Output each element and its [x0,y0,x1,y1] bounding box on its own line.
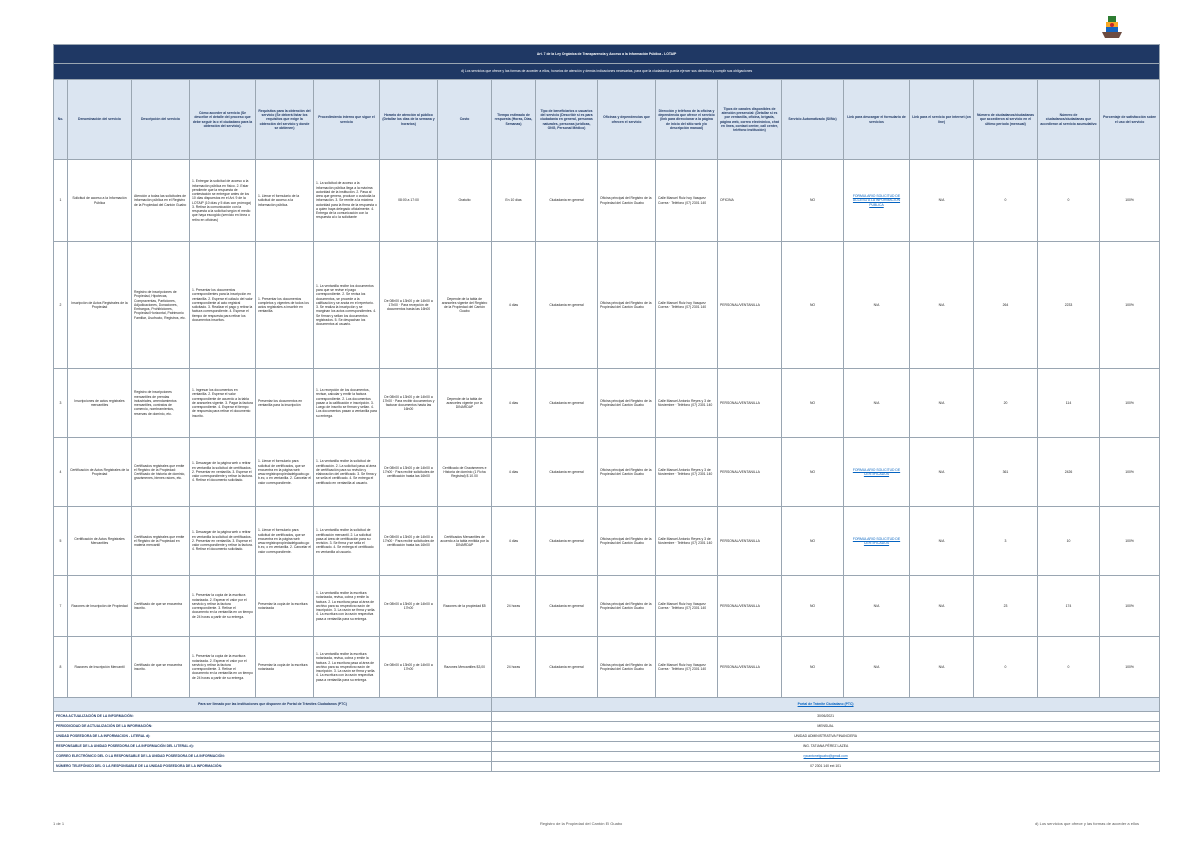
service-automated: NO [782,369,844,438]
service-hours: De 08h00 a 13h00 y de 14h00 a 17h00 [380,576,438,637]
service-name: Solicitud de acceso a la Información Pública [68,160,132,242]
service-address: Calle Manuel Ruiz hoy Vasquez Correa · Teléfono (07) 2301 140 [656,576,718,637]
meta-label: NÚMERO TELEFÓNICO DEL O LA RESPONSABLE DE LA UNIDAD POSEEDORA DE LA INFORMACIÓN: [54,762,492,772]
service-access: 1. Descargar de la página web o retirar en ventanilla la solicitud de certificados. 2. Presentar en ventanilla. 3. Esperar el valor correspondiente y retirar la factura. 4. Retirar el documento solicitado. [190,438,256,507]
service-response-time: 4 días [492,369,536,438]
col-header: Costo [438,80,492,160]
institution-crest-icon [1099,14,1125,40]
table-row [54,438,1160,507]
responsible-phone: 07 2301 140 ext 101 [492,762,1160,772]
service-address: Calle Manuel Ruiz hoy Vasquez Correa · Teléfono (07) 2301 140 [656,637,718,698]
footer-institution: Registro de la Propiedad del Cantón El Guabo [540,821,623,826]
service-access: 1. Presentar los documentos correspondientes para la inscripción en ventanilla. 2. Esperar el cálculo del valor correspondiente al acto registral solicitado. 3. Realizar el pago y retirar la factura correspondiente. 4. Esperar el tiempo de respuesta para retirar los documentos inscritos. [190,242,256,369]
col-header: No. [54,80,68,160]
service-monthly-count: 264 [974,242,1038,369]
service-name: Razones de Inscripción Mercantil [68,637,132,698]
service-access: 1. Presentar la copia de la escritura notarizada. 2. Esperar el valor por el servicio y retirar la factura correspondiente. 3. Retirar el documento en la ventanilla en un tiempo de 24 horas a partir de su entrega. [190,576,256,637]
table-row [54,160,1160,242]
row-number: 7 [54,576,68,637]
service-office: Oficina principal del Registro de la Propiedad del Cantón Guabo [598,576,656,637]
service-address: Calle Manuel Antonio Reyes y 3 de Noviembre · Teléfono (07) 2301 140 [656,369,718,438]
service-beneficiaries: Ciudadanía en general [536,160,598,242]
service-cumulative-count: 114 [1038,369,1100,438]
service-online-link: N/A [910,438,974,507]
service-office: Oficina principal del Registro de la Propiedad del Cantón Guabo [598,242,656,369]
col-header: Oficinas y dependencias que ofrecen el servicio [598,80,656,160]
service-monthly-count: 3 [974,507,1038,576]
service-online-link: N/A [910,507,974,576]
meta-row [54,742,1160,752]
service-description: Atención a todas las solicitudes de información pública en el Registro de la Propiedad del Cantón Guabo [132,160,190,242]
service-satisfaction: 100% [1100,160,1160,242]
service-satisfaction: 100% [1100,637,1160,698]
service-address: Calle Manuel Ruiz hoy Vasquez Correa · Teléfono (07) 2301 140 [656,242,718,369]
col-header: Dirección y teléfono de la oficina y dependencia que ofrece el servicio (link para direccionar a la página de inicio del sitio web y/o descripción manual) [656,80,718,160]
service-monthly-count: 23 [974,576,1038,637]
service-cost: Depende de la tabla de aranceles vigente por la DINARDAP [438,369,492,438]
service-name: Certificación de Actos Registrales Mercantiles [68,507,132,576]
service-monthly-count: 20 [974,369,1038,438]
service-channel: PERSONAL/VENTANILLA [718,507,782,576]
service-channel: PERSONAL/VENTANILLA [718,369,782,438]
service-beneficiaries: Ciudadanía en general [536,637,598,698]
service-requirements: 1. Llenar el formulario para solicitud de certificados, que se encuentra en la página web www.registropropiedadelguabo.gob.ec, o en ventanilla. 2. Cancelar el valor correspondiente. [256,438,314,507]
row-number: 1 [54,160,68,242]
service-access: 1. Entregar la solicitud de acceso a la información pública en físico. 2. Estar pendiente que la respuesta de contestación se entregue antes de los 10 días dispuestos en el Art. 9 de la LOTAIP (10 días y 5 días con prórroga) 3. Retirar la comunicación con la respuesta a la solicitud según el medio que haya escogido (servicio en línea o retiro en oficinas) [190,160,256,242]
service-office: Oficina principal del Registro de la Propiedad del Cantón Guabo [598,507,656,576]
services-table [53,44,1160,772]
meta-row [54,762,1160,772]
service-cumulative-count: 2233 [1038,242,1100,369]
service-automated: NO [782,160,844,242]
service-channel: PERSONAL/VENTANILLA [718,576,782,637]
service-online-link: N/A [910,576,974,637]
service-procedure: 1. La ventanilla recibe la solicitud de certificación mercantil. 2. La solicitud pasa al área de certificación para su revisión. 3. Se firma y se sella el certificado. 4. Se entrega el certificado en ventanilla al usuario. [314,507,380,576]
service-form-link[interactable]: FORMULARIO SOLICITUD DE ACCESO A LA INFORMACION PUBLICA [844,160,910,242]
service-beneficiaries: Ciudadanía en general [536,369,598,438]
service-online-link: N/A [910,637,974,698]
service-name: Inscripción de Actos Registrales de la Propiedad [68,242,132,369]
col-header: Número de ciudadanos/ciudadanas que accedieron al servicio acumulativo [1038,80,1100,160]
table-row [54,576,1160,637]
col-header: Procedimiento interno que sigue el servicio [314,80,380,160]
service-requirements: 1. Presentar los documentos completos y vigentes de todos los actos registrales a inscribir en ventanilla. [256,242,314,369]
service-cumulative-count: 174 [1038,576,1100,637]
col-header: Horario de atención al público (Detallar los días de la semana y horarios) [380,80,438,160]
col-header: Servicio Automatizado (Si/No) [782,80,844,160]
service-monthly-count: 361 [974,438,1038,507]
service-cumulative-count: 2426 [1038,438,1100,507]
service-procedure: 1. La solicitud de acceso a la información pública llega a la máxima autoridad de la institución. 2. Pasa al área que genera, produce o custodia la información. 3. Se remite a la máxima autoridad para la firma de la respuesta o a quien haya delegado oficialmente. 4. Entrega de la comunicación con la respuesta al o la solicitante [314,160,380,242]
service-access: 1. Descargar de la página web o retirar en ventanilla la solicitud de certificados. 2. Presentar en ventanilla. 3. Esperar el valor correspondiente y retirar la factura. 4. Retirar el documento solicitado. [190,507,256,576]
service-channel: PERSONAL/VENTANILLA [718,637,782,698]
service-procedure: 1. La recepción de los documentos, revisar, calcular y emitir la factura correspondiente. 2. Los documentos pasan a la calificación e inscripción. 3. Luego de inscrito se firman y sellan. 4. Los documentos pasan a ventanilla para su entrega. [314,369,380,438]
service-beneficiaries: Ciudadanía en general [536,242,598,369]
col-header: Número de ciudadanos/ciudadanas que accedieron al servicio en el último período (mensual) [974,80,1038,160]
meta-row [54,732,1160,742]
literal-d-subtitle: d) Los servicios que ofrece y las formas de acceder a ellos, horarios de atención y demás indicaciones necesarias, para que la ciudadanía pueda ejercer sus derechos y cumplir sus obligaciones [54,64,1160,80]
row-number: 4 [54,438,68,507]
service-automated: NO [782,438,844,507]
service-hours: 08:00 a 17:00 [380,160,438,242]
service-beneficiaries: Ciudadanía en general [536,576,598,637]
service-cumulative-count: 0 [1038,637,1100,698]
service-response-time: 4 días [492,507,536,576]
service-channel: PERSONAL/VENTANILLA [718,438,782,507]
service-cost: Gratuito [438,160,492,242]
service-cumulative-count: 0 [1038,160,1100,242]
service-form-link: N/A [844,369,910,438]
meta-row [54,752,1160,762]
col-header: Cómo acceder al servicio (Se describe el detalle del proceso que debe seguir la o el ciudadano para la obtención del servicio). [190,80,256,160]
col-header: Tipo de beneficiarios o usuarios del servicio (Describir si es para ciudadanía en general, personas naturales, personas jurídicas, ONG, Personal Médico) [536,80,598,160]
service-online-link: N/A [910,160,974,242]
service-name: Razones de Inscripción de Propiedad [68,576,132,637]
meta-row [54,722,1160,732]
service-cost: Certificado de Gravámenes e Historia de dominio (1 Ficha Registral) $ 10.00 [438,438,492,507]
service-satisfaction: 100% [1100,438,1160,507]
table-row [54,242,1160,369]
service-response-time: 4 días [492,438,536,507]
owning-unit: UNIDAD ADMINISTRATIVA FINANCIERA [492,732,1160,742]
ptc-label: Para ser llenado por las instituciones que disponen de Portal de Trámites Ciudadanos (PTC) [54,698,492,712]
meta-label: FECHA ACTUALIZACIÓN DE LA INFORMACIÓN: [54,712,492,722]
page-number: 1 de 1 [53,821,65,826]
service-access: 1. Ingresar los documentos en ventanilla. 2. Esperar el valor correspondiente de acuerdo a la tabla de aranceles vigente. 3. Pagar la factura correspondiente. 4. Esperar el tiempo de respuesta para retirar el documento inscrito. [190,369,256,438]
service-cost: Razones Mercantiles $3,00 [438,637,492,698]
responsible-person: ING. TATIANA PÉREZ LAZEA [492,742,1160,752]
ptc-link[interactable]: Portal de Trámite Ciudadano (PTC) [797,702,854,707]
service-requirements: 1. Llenar el formulario de la solicitud de acceso a la información pública. [256,160,314,242]
row-number: 3 [54,369,68,438]
update-date: 30/06/2021 [492,712,1160,722]
service-procedure: 1. La ventanilla recibe la escritura notarizada, revisa, cobra y emite la factura. 2. La escritura pasa al área de archivo para su respectiva razón de inscripción. 3. La razón se firma y sella. 4. La escritura con la razón respectiva pasa a ventanilla para su entrega. [314,576,380,637]
service-automated: NO [782,507,844,576]
service-form-link: N/A [844,637,910,698]
responsible-email-link[interactable]: rpcantonelguabo@gmail.com [803,754,848,759]
service-cumulative-count: 10 [1038,507,1100,576]
service-office: Oficina principal del Registro de la Propiedad del Cantón Guabo [598,369,656,438]
col-header: Porcentaje de satisfacción sobre el uso del servicio [1100,80,1160,160]
service-beneficiaries: Ciudadanía en general [536,438,598,507]
col-header: Tiempo estimado de respuesta (Horas, Días, Semanas) [492,80,536,160]
service-procedure: 1. La ventanilla recibe la escritura notarizada, revisa, cobra y emite la factura. 2. La escritura pasa al área de archivo para su respectiva razón de inscripción. 3. La razón se firma y sella. 4. La escritura con la razón respectiva pasa a ventanilla para su entrega. [314,637,380,698]
service-name: Inscripciones de actos registrales mercantiles [68,369,132,438]
service-automated: NO [782,576,844,637]
service-requirements: Presentar los documentos en ventanilla para la inscripción [256,369,314,438]
service-office: Oficina principal del Registro de la Propiedad del Cantón Guabo [598,160,656,242]
service-response-time: 4 días [492,242,536,369]
service-response-time: En 10 días [492,160,536,242]
service-online-link: N/A [910,242,974,369]
col-header: Tipos de canales disponibles de atención presencial: (Detallar si es por ventanilla, oficina, brigada, página web, correo electrónico, chat en línea, contact center, call center, teléfono institución) [718,80,782,160]
service-name: Certificación de Actos Registrales de la Propiedad [68,438,132,507]
service-satisfaction: 100% [1100,242,1160,369]
col-header: Link para el servicio por internet (on line) [910,80,974,160]
service-monthly-count: 0 [974,637,1038,698]
service-hours: De 08h00 a 13h00 y de 14h00 a 17h00 · Para recepción de documentos hasta las 16h00 [380,242,438,369]
meta-label: PERIODICIDAD DE ACTUALIZACIÓN DE LA INFORMACIÓN: [54,722,492,732]
service-monthly-count: 0 [974,160,1038,242]
service-form-link: N/A [844,242,910,369]
service-description: Certificado de que se encuentra inscrito. [132,637,190,698]
service-procedure: 1. La ventanilla recibe los documentos para que se revise el pago correspondiente. 2. Se revisa los documentos, se procede a la calificación y se anota en el repertorio. 3. Se realiza la inscripción y se marginan los actos correspondientes. 4. Se firman y sellan los documentos registrados. 5. Se despachan los documentos al usuario. [314,242,380,369]
service-requirements: Presentar la copia de la escritura notarizada [256,637,314,698]
service-hours: De 08h00 a 13h00 y de 14h00 a 17h00 · Para recibir solicitudes de certificación hasta las 16h00 [380,438,438,507]
service-form-link[interactable]: FORMULARIO SOLICITUD DE CERTIFICADOS [844,438,910,507]
service-cost: Razones de la propiedad $5 [438,576,492,637]
service-online-link: N/A [910,369,974,438]
ptc-row [54,698,1160,712]
row-number: 5 [54,507,68,576]
service-form-link: N/A [844,576,910,637]
service-description: Registro de inscripciones de Propiedad, Hipotecas, Compraventas, Particiones, Adjudicaciones, Donaciones, Embargos, Prohibiciones, Propiedad Horizontal, Patrimonio Familiar, Usufructo, Registros, etc. [132,242,190,369]
meta-label: RESPONSABLE DE LA UNIDAD POSEEDORA DE LA INFORMACIÓN DEL LITERAL d): [54,742,492,752]
lotaip-sheet [53,44,1157,772]
col-header: Descripción del servicio [132,80,190,160]
service-description: Certificados registrales que emite el Registro de la Propiedad en materia mercantil [132,507,190,576]
service-automated: NO [782,637,844,698]
row-number: 2 [54,242,68,369]
col-header: Link para descargar el formulario de servicios [844,80,910,160]
service-channel: OFICINA [718,160,782,242]
footer-literal: d) Los servicios que ofrece y las formas de acceder a ellos [1034,821,1139,826]
service-satisfaction: 100% [1100,369,1160,438]
col-header: Denominación del servicio [68,80,132,160]
service-satisfaction: 100% [1100,507,1160,576]
update-frequency: MENSUAL [492,722,1160,732]
service-beneficiaries: Ciudadanía en general [536,507,598,576]
service-access: 1. Presentar la copia de la escritura notarizada. 2. Esperar el valor por el servicio y retirar la factura correspondiente. 3. Retirar el documento en la ventanilla en un tiempo de 24 horas a partir de su entrega. [190,637,256,698]
service-address: Calle Manuel Antonio Reyes y 3 de Noviembre · Teléfono (07) 2301 140 [656,438,718,507]
table-row [54,369,1160,438]
service-cost: Depende de la tabla de aranceles vigente del Registro de la Propiedad del Cantón Guabo [438,242,492,369]
service-satisfaction: 100% [1100,576,1160,637]
service-form-link[interactable]: FORMULARIO SOLICITUD DE CERTIFICADOS [844,507,910,576]
meta-label: UNIDAD POSEEDORA DE LA INFORMACION - LITERAL d): [54,732,492,742]
service-description: Certificado de que se encuentra inscrito. [132,576,190,637]
meta-label: CORREO ELECTRÓNICO DEL O LA RESPONSABLE DE LA UNIDAD POSEEDORA DE LA INFORMACIÓN: [54,752,492,762]
service-requirements: Presentar la copia de la escritura notarizada [256,576,314,637]
service-automated: NO [782,242,844,369]
table-row [54,637,1160,698]
service-cost: Certificados Mercantiles de acuerdo a la tabla emitida por la DINARDAP [438,507,492,576]
service-office: Oficina principal del Registro de la Propiedad del Cantón Guabo [598,637,656,698]
service-hours: De 08h00 a 13h00 y de 14h00 a 17h00 [380,637,438,698]
service-procedure: 1. La ventanilla recibe la solicitud de certificación. 2. La solicitud pasa al área de certificación para su revisión y elaboración del certificado. 3. Se firma y se sella el certificado. 4. Se entrega el certificado en ventanilla al usuario. [314,438,380,507]
service-response-time: 24 horas [492,637,536,698]
service-description: Certificados registrales que emite el Registro de la Propiedad: Certificado de historia de dominio, gravámenes, bienes raíces, etc. [132,438,190,507]
table-row [54,507,1160,576]
row-number: 8 [54,637,68,698]
col-header: Requisitos para la obtención del servicio (Se deberá listar los requisitos que exige la obtención del servicio y donde se obtienen) [256,80,314,160]
service-address: Calle Manuel Antonio Reyes y 3 de Noviembre · Teléfono (07) 2301 140 [656,507,718,576]
service-office: Oficina principal del Registro de la Propiedad del Cantón Guabo [598,438,656,507]
service-requirements: 1. Llenar el formulario para solicitud de certificados, que se encuentra en la página web www.registropropiedadelguabo.gob.ec, o en ventanilla. 2. Cancelar el valor correspondiente. [256,507,314,576]
service-address: Calle Manuel Ruiz hoy Vasquez Correa · Teléfono (07) 2301 140 [656,160,718,242]
service-hours: De 08h00 a 13h00 y de 14h00 a 17h00 · Para recibir solicitudes de certificación hasta las 16h00 [380,507,438,576]
column-header-row [54,80,1160,160]
service-channel: PERSONAL/VENTANILLA [718,242,782,369]
service-description: Registro de inscripciones mercantiles de prendas industriales, arrendamientos mercantiles, contratos de comercio, nombramientos, reservas de dominio, etc. [132,369,190,438]
service-response-time: 24 horas [492,576,536,637]
service-hours: De 08h00 a 13h00 y de 14h00 a 17h00 · Para recibir documentos y facturar documentos hasta las 16h00 [380,369,438,438]
meta-row [54,712,1160,722]
law-article-title: Art. 7 de la Ley Orgánica de Transparencia y Acceso a la Información Pública - LOTAIP [54,45,1160,64]
